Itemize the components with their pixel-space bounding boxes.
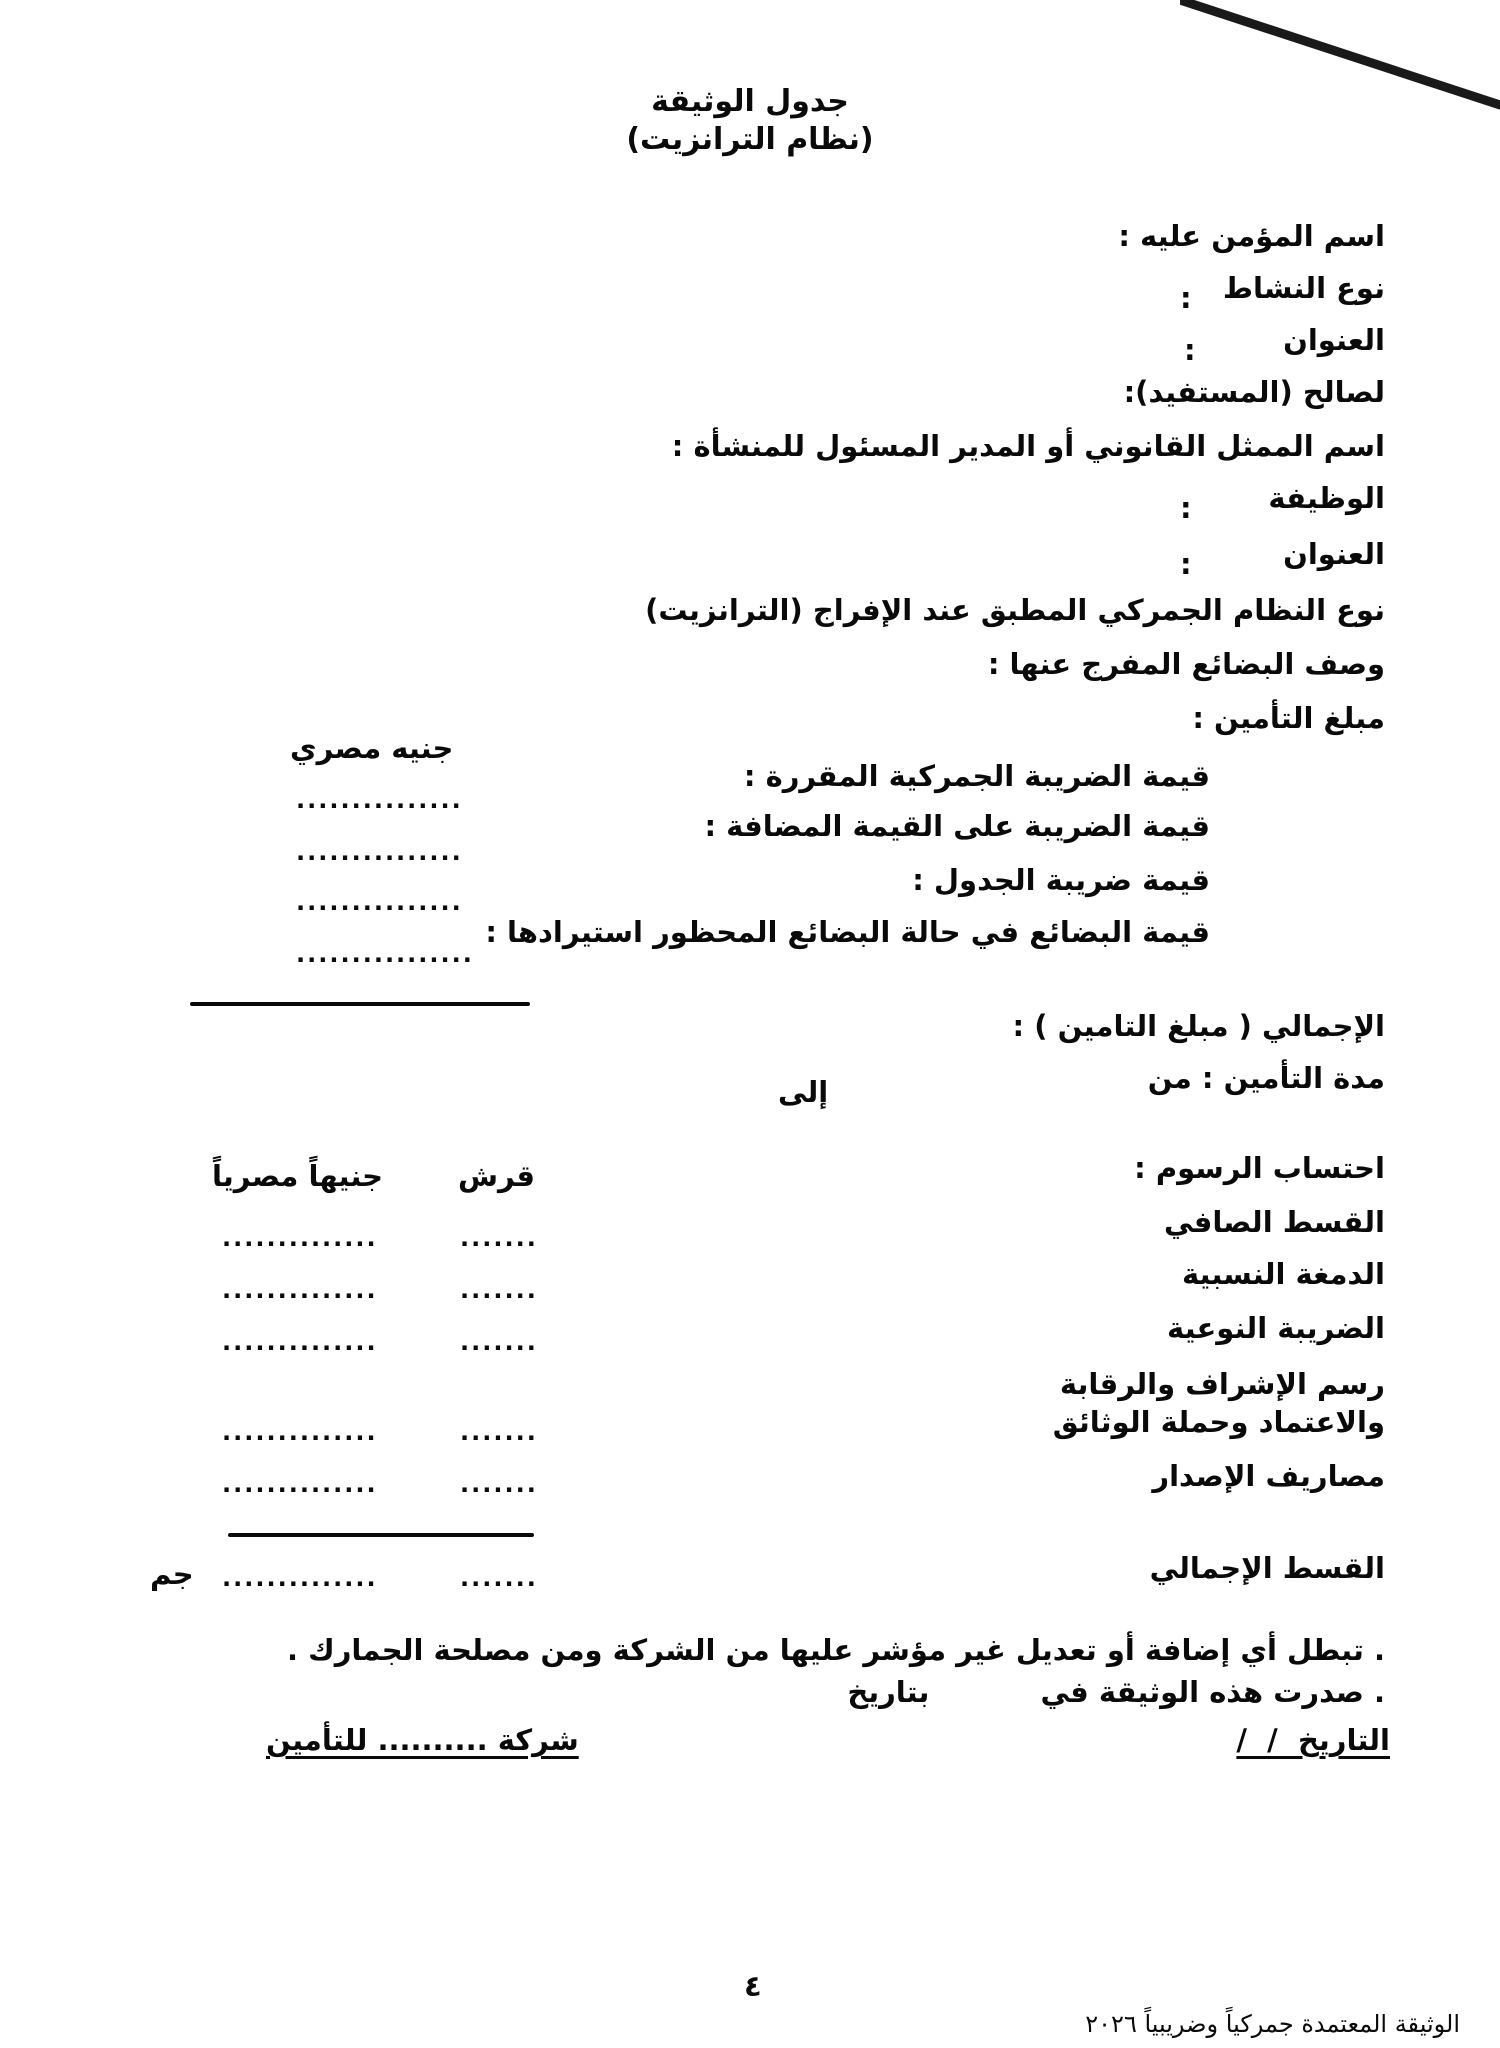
fees-title: احتساب الرسوم : bbox=[1134, 1151, 1385, 1185]
field-beneficiary: لصالح (المستفيد): bbox=[1123, 375, 1385, 409]
fee-row-specific-tax: الضريبة النوعية bbox=[1167, 1311, 1385, 1345]
amount-value-customs-duty: ............... bbox=[296, 786, 463, 814]
amount-total-rule bbox=[190, 1002, 530, 1006]
field-activity-colon: : bbox=[1180, 281, 1192, 315]
document-title: جدول الوثيقة bbox=[651, 84, 849, 119]
note-amendments-void: . تبطل أي إضافة أو تعديل غير مؤشر عليها من الشركة ومن مصلحة الجمارك . bbox=[287, 1633, 1385, 1667]
field-address: العنوان bbox=[1283, 323, 1385, 357]
fee-row-stamp-duty: الدمغة النسبية bbox=[1181, 1257, 1385, 1291]
fees-total-rule bbox=[228, 1533, 534, 1537]
amount-value-schedule-tax: ............... bbox=[296, 888, 463, 916]
currency-header: جنيه مصري bbox=[290, 731, 454, 765]
field-insured-name: اسم المؤمن عليه : bbox=[1118, 219, 1385, 253]
field-legal-representative: اسم الممثل القانوني أو المدير المسئول للمنشأة : bbox=[671, 429, 1385, 463]
signature-date: التاريخ / / bbox=[1236, 1723, 1390, 1757]
fee-piasters-supervision: ....... bbox=[460, 1418, 538, 1446]
fee-row-supervision-line1: رسم الإشراف والرقابة bbox=[1059, 1367, 1385, 1401]
field-job-title-colon: : bbox=[1180, 491, 1192, 525]
footer-caption: الوثيقة المعتمدة جمركياً وضريبياً ٢٠٢٦ bbox=[1085, 2010, 1460, 2038]
fee-row-net-premium: القسط الصافي bbox=[1164, 1205, 1385, 1239]
fee-pounds-net-premium: .............. bbox=[222, 1224, 378, 1252]
fee-row-issuance-expenses: مصاريف الإصدار bbox=[1152, 1459, 1385, 1493]
amount-label-customs-duty: قيمة الضريبة الجمركية المقررة : bbox=[743, 759, 1210, 793]
period-from-label: مدة التأمين : من bbox=[1147, 1061, 1385, 1095]
fee-piasters-issuance: ....... bbox=[460, 1470, 538, 1498]
fee-piasters-specific-tax: ....... bbox=[460, 1328, 538, 1356]
fee-pounds-specific-tax: .............. bbox=[222, 1328, 378, 1356]
field-job-title: الوظيفة bbox=[1268, 481, 1385, 515]
amount-value-vat: ............... bbox=[296, 838, 463, 866]
fee-piasters-net-premium: ....... bbox=[460, 1224, 538, 1252]
page-number: ٤ bbox=[744, 1969, 762, 2003]
field-insured-amount: مبلغ التأمين : bbox=[1192, 701, 1385, 735]
fees-col-piasters: قرش bbox=[458, 1159, 536, 1193]
fee-pounds-stamp-duty: .............. bbox=[222, 1276, 378, 1304]
field-activity-type: نوع النشاط bbox=[1222, 271, 1385, 305]
note-issued-on: . صدرت هذه الوثيقة في بتاريخ bbox=[847, 1675, 1385, 1709]
fees-col-pounds: جنيهاً مصرياً bbox=[212, 1159, 384, 1193]
signature-company: شركة .......... للتأمين bbox=[266, 1723, 579, 1757]
field-rep-address-colon: : bbox=[1180, 547, 1192, 581]
amount-label-schedule-tax: قيمة ضريبة الجدول : bbox=[912, 863, 1210, 897]
field-address-colon: : bbox=[1184, 333, 1196, 367]
fee-row-supervision-line2: والاعتماد وحملة الوثائق bbox=[1052, 1405, 1385, 1439]
field-rep-address: العنوان bbox=[1283, 537, 1385, 571]
amount-total-label: الإجمالي ( مبلغ التامين ) : bbox=[1012, 1009, 1385, 1043]
field-goods-description: وصف البضائع المفرج عنها : bbox=[987, 647, 1385, 681]
document-subtitle: (نظام الترانزيت) bbox=[626, 122, 874, 157]
fees-total-piasters: ....... bbox=[460, 1564, 538, 1592]
fee-pounds-issuance: .............. bbox=[222, 1470, 378, 1498]
fees-total-currency: جم bbox=[150, 1557, 194, 1591]
amount-value-prohibited-goods: ................ bbox=[296, 940, 474, 968]
field-customs-regime: نوع النظام الجمركي المطبق عند الإفراج (الترانزيت) bbox=[645, 593, 1385, 627]
fee-pounds-supervision: .............. bbox=[222, 1418, 378, 1446]
fee-piasters-stamp-duty: ....... bbox=[460, 1276, 538, 1304]
amount-label-vat: قيمة الضريبة على القيمة المضافة : bbox=[704, 809, 1210, 843]
fees-total-label: القسط الإجمالي bbox=[1149, 1551, 1385, 1585]
period-to-label: إلى bbox=[778, 1075, 829, 1109]
amount-label-prohibited-goods: قيمة البضائع في حالة البضائع المحظور استيرادها : bbox=[485, 915, 1210, 949]
fees-total-pounds: .............. bbox=[222, 1564, 378, 1592]
